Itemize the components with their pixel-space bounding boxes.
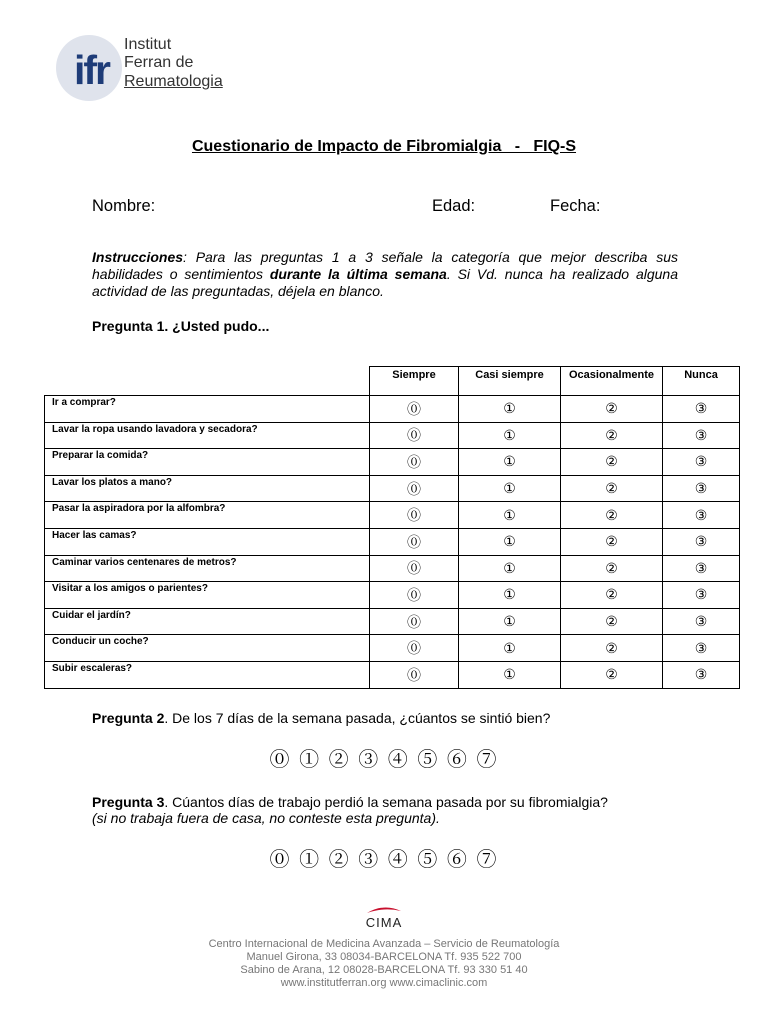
activity-label: Caminar varios centenares de metros?: [45, 555, 370, 582]
answer-option-0[interactable]: ⓪: [370, 422, 459, 449]
instructions-label: Instrucciones: [92, 249, 184, 265]
activity-label: Subir escaleras?: [45, 661, 370, 688]
question-1-label: Pregunta 1: [92, 318, 165, 334]
question-3-note: (si no trabaja fuera de casa, no conteste esta pregunta).: [92, 810, 440, 826]
cima-wordmark: CIMA: [365, 915, 403, 930]
table-header-row: [45, 367, 740, 396]
column-header: Ocasionalmente: [561, 367, 663, 396]
answer-option-0[interactable]: ⓪: [370, 475, 459, 502]
answer-option-3[interactable]: ③: [663, 582, 740, 609]
question-2-scale[interactable]: ⓪ ① ② ③ ④ ⑤ ⑥ ⑦: [269, 749, 499, 771]
table-row: [45, 528, 740, 555]
instructions-part1: : Para las preguntas 1 a 3 señale la categoría que mejor describa sus habilidades o sentimientos: [92, 249, 678, 282]
column-header: Casi siempre: [459, 367, 561, 396]
table-row: [45, 475, 740, 502]
footer-line-3: Sabino de Arana, 12 08028-BARCELONA Tf. 93 330 51 40: [240, 964, 528, 976]
instructions-emphasis: durante la última semana: [269, 266, 447, 282]
answer-option-3[interactable]: ③: [663, 396, 740, 423]
answer-option-0[interactable]: ⓪: [370, 608, 459, 635]
answer-option-1[interactable]: ①: [459, 475, 561, 502]
logo-abbreviation: ifr: [74, 47, 109, 93]
answer-option-1[interactable]: ①: [459, 555, 561, 582]
name-field-label: Nombre:: [92, 197, 156, 215]
column-header: Nunca: [663, 367, 740, 396]
answer-option-1[interactable]: ①: [459, 661, 561, 688]
answer-option-2[interactable]: ②: [561, 528, 663, 555]
answer-option-2[interactable]: ②: [561, 555, 663, 582]
activity-label: Lavar la ropa usando lavadora y secadora?: [45, 422, 370, 449]
answer-option-3[interactable]: ③: [663, 528, 740, 555]
age-field-label: Edad:: [432, 197, 476, 215]
answer-option-1[interactable]: ①: [459, 449, 561, 476]
table-row: [45, 502, 740, 529]
answer-option-2[interactable]: ②: [561, 502, 663, 529]
table-header-blank: [45, 367, 370, 396]
instructions-part2: . Si Vd. nunca ha realizado alguna actividad de las preguntadas, déjela en blanco.: [92, 266, 678, 299]
answer-option-0[interactable]: ⓪: [370, 396, 459, 423]
date-field-label: Fecha:: [550, 197, 601, 215]
answer-option-1[interactable]: ①: [459, 422, 561, 449]
question-1-rows: [45, 396, 740, 689]
answer-option-2[interactable]: ②: [561, 635, 663, 662]
question-1-table: [44, 366, 740, 689]
answer-option-2[interactable]: ②: [561, 661, 663, 688]
footer-line-1: Centro Internacional de Medicina Avanzada – Servicio de Reumatología: [208, 938, 560, 950]
answer-option-3[interactable]: ③: [663, 608, 740, 635]
answer-option-2[interactable]: ②: [561, 422, 663, 449]
answer-option-1[interactable]: ①: [459, 528, 561, 555]
activity-label: Ir a comprar?: [45, 396, 370, 423]
logo-line-1: Institut: [124, 36, 172, 53]
answer-option-3[interactable]: ③: [663, 449, 740, 476]
column-header: Siempre: [370, 367, 459, 396]
question-3-scale[interactable]: ⓪ ① ② ③ ④ ⑤ ⑥ ⑦: [269, 849, 499, 871]
answer-option-1[interactable]: ①: [459, 635, 561, 662]
question-3: [92, 794, 608, 826]
logo-line-2: Ferran de: [124, 54, 194, 71]
cima-logo: [0, 905, 768, 930]
page-title: [0, 138, 768, 156]
activity-label: Pasar la aspiradora por la alfombra?: [45, 502, 370, 529]
answer-option-2[interactable]: ②: [561, 396, 663, 423]
activity-label: Conducir un coche?: [45, 635, 370, 662]
answer-option-2[interactable]: ②: [561, 582, 663, 609]
activity-label: Cuidar el jardín?: [45, 608, 370, 635]
answer-option-1[interactable]: ①: [459, 608, 561, 635]
answer-option-1[interactable]: ①: [459, 396, 561, 423]
ifr-logo: [56, 33, 256, 103]
answer-option-0[interactable]: ⓪: [370, 555, 459, 582]
activity-label: Hacer las camas?: [45, 528, 370, 555]
answer-option-3[interactable]: ③: [663, 475, 740, 502]
activity-label: Visitar a los amigos o parientes?: [45, 582, 370, 609]
answer-option-1[interactable]: ①: [459, 582, 561, 609]
question-1-text: . ¿Usted pudo...: [164, 318, 270, 334]
activity-label: Lavar los platos a mano?: [45, 475, 370, 502]
question-2: [92, 710, 550, 726]
answer-option-3[interactable]: ③: [663, 502, 740, 529]
table-row: [45, 582, 740, 609]
answer-option-0[interactable]: ⓪: [370, 528, 459, 555]
answer-option-3[interactable]: ③: [663, 555, 740, 582]
table-row: [45, 608, 740, 635]
answer-option-0[interactable]: ⓪: [370, 502, 459, 529]
logo-line-3: Reumatologia: [124, 73, 223, 90]
answer-option-0[interactable]: ⓪: [370, 661, 459, 688]
cima-swoosh-icon: [365, 905, 403, 915]
table-row: [45, 422, 740, 449]
table-row: [45, 449, 740, 476]
answer-option-2[interactable]: ②: [561, 608, 663, 635]
page-title-text: Cuestionario de Impacto de Fibromialgia - FIQ-S: [191, 138, 577, 155]
table-row: [45, 396, 740, 423]
question-3-label: Pregunta 3: [92, 794, 165, 810]
answer-option-2[interactable]: ②: [561, 475, 663, 502]
question-3-text: . Cúantos días de trabajo perdió la semana pasada por su fibromialgia?: [164, 794, 608, 810]
question-2-text: . De los 7 días de la semana pasada, ¿cúantos se sintió bien?: [164, 710, 551, 726]
answer-option-0[interactable]: ⓪: [370, 449, 459, 476]
question-1-heading: [92, 318, 269, 334]
answer-option-0[interactable]: ⓪: [370, 582, 459, 609]
footer-links[interactable]: www.institutferran.org www.cimaclinic.com: [280, 977, 488, 989]
answer-option-3[interactable]: ③: [663, 422, 740, 449]
answer-option-3[interactable]: ③: [663, 661, 740, 688]
answer-option-3[interactable]: ③: [663, 635, 740, 662]
table-row: [45, 635, 740, 662]
instructions: [92, 249, 678, 300]
table-row: [45, 661, 740, 688]
footer-line-2: Manuel Girona, 33 08034-BARCELONA Tf. 935 522 700: [246, 951, 522, 963]
answer-option-2[interactable]: ②: [561, 449, 663, 476]
table-row: [45, 555, 740, 582]
question-2-label: Pregunta 2: [92, 710, 165, 726]
answer-option-0[interactable]: ⓪: [370, 635, 459, 662]
activity-label: Preparar la comida?: [45, 449, 370, 476]
answer-option-1[interactable]: ①: [459, 502, 561, 529]
